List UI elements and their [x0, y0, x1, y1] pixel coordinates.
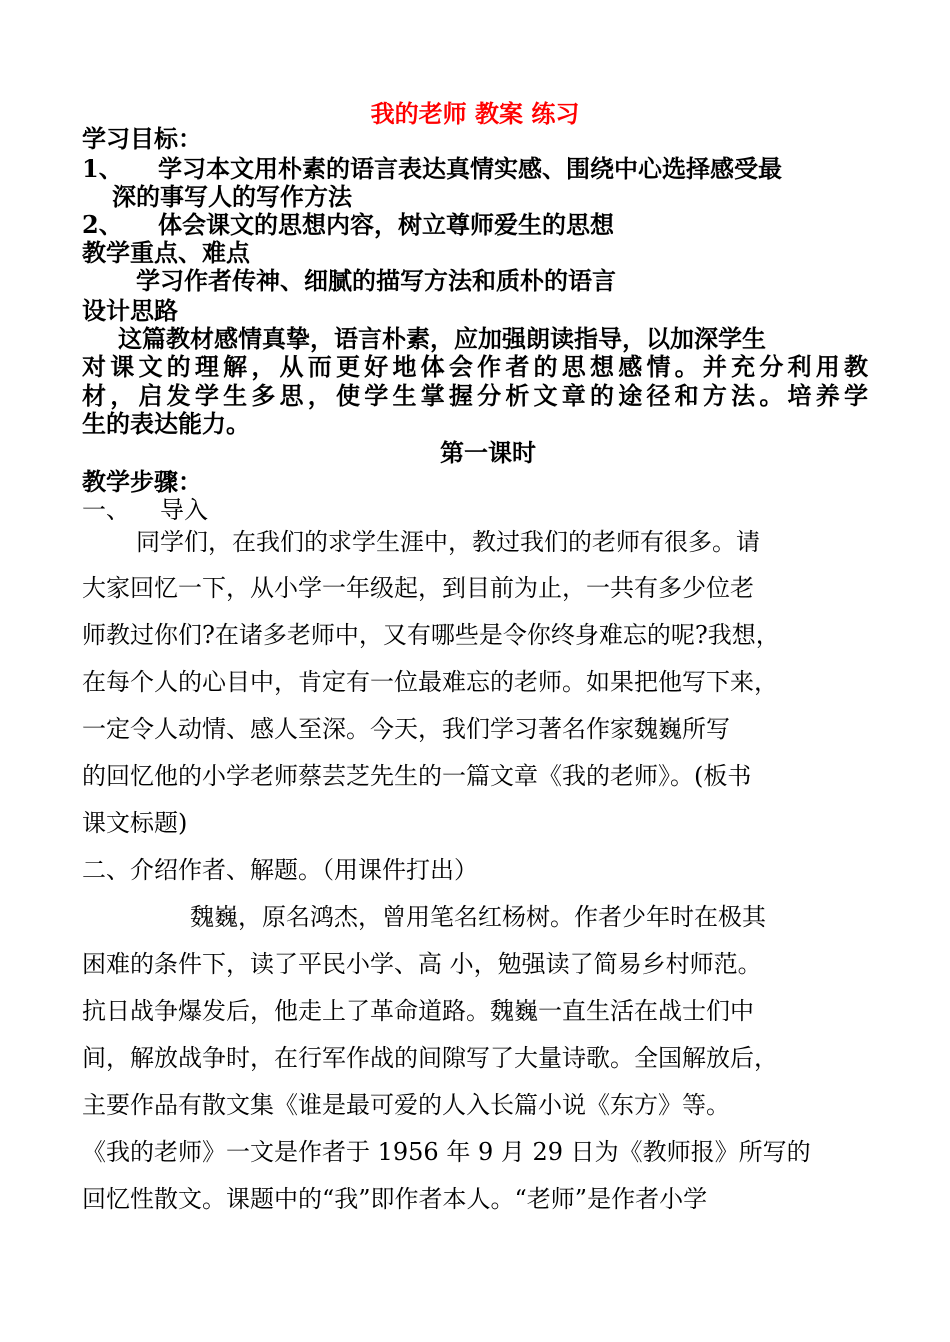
- design-line: 材，启发学生多思，使学生掌握分析文章的途径和方法。培养学: [82, 381, 868, 410]
- design-line: 对课文的理解，从而更好地体会作者的思想感情。并充分利用教: [82, 352, 868, 381]
- author-line: 主要作品有散文集《谁是最可爱的人入长篇小说《东方》等。: [82, 1091, 730, 1119]
- goal-1-text: 学习本文用朴素的语言表达真情实感、围绕中心选择感受最: [158, 154, 782, 183]
- lesson-heading: 第一课时: [440, 438, 536, 467]
- goal-2-text: 体会课文的思想内容，树立尊师爱生的思想: [158, 210, 614, 239]
- intro-line: 在每个人的心目中，肯定有一位最难忘的老师。如果把他写下来，: [82, 668, 778, 696]
- step-1-number: 一、: [82, 496, 130, 524]
- design-line: 这篇教材感情真挚，语言朴素，应加强朗读指导，以加深学生: [118, 324, 766, 353]
- author-line: 抗日战争爆发后，他走上了革命道路。魏巍一直生活在战士们中: [82, 997, 754, 1025]
- intro-line: 同学们，在我们的求学生涯中，教过我们的老师有很多。请: [136, 528, 760, 556]
- keypoints-text: 学习作者传神、细腻的描写方法和质朴的语言: [136, 266, 616, 295]
- intro-line: 课文标题): [82, 809, 188, 837]
- step-1-title: 导入: [160, 496, 208, 524]
- goal-1-number: 1、: [82, 154, 123, 183]
- goal-2-number: 2、: [82, 210, 123, 239]
- author-line: 回忆性散文。课题中的“我”即作者本人。“老师”是作者小学: [82, 1185, 708, 1213]
- author-line: 《我的老师》一文是作者于 1956 年 9 月 29 日为《教师报》所写的: [82, 1138, 811, 1166]
- author-line: 间，解放战争时，在行军作战的间隙写了大量诗歌。全国解放后，: [82, 1044, 778, 1072]
- document-title: 我的老师 教案 练习: [370, 99, 580, 128]
- goal-1-text-continued: 深的事写人的写作方法: [112, 182, 352, 211]
- steps-heading: 教学步骤：: [82, 467, 202, 496]
- design-line: 生的表达能力。: [82, 409, 250, 438]
- intro-line: 大家回忆一下，从小学一年级起，到目前为止，一共有多少位老: [82, 574, 754, 602]
- author-line: 困难的条件下，读了平民小学、高 小，勉强读了简易乡村师范。: [82, 950, 762, 978]
- author-line: 魏巍，原名鸿杰，曾用笔名红杨树。作者少年时在极其: [190, 903, 766, 931]
- intro-line: 一定令人动情、感人至深。今天，我们学习著名作家魏巍所写: [82, 715, 730, 743]
- goals-heading: 学习目标：: [82, 124, 202, 153]
- intro-line: 的回忆他的小学老师蔡芸芝先生的一篇文章《我的老师》。(板书: [82, 762, 752, 790]
- keypoints-heading: 教学重点、难点: [82, 238, 250, 267]
- step-2-heading: 二、介绍作者、解题。（用课件打出）: [82, 856, 478, 884]
- design-heading: 设计思路: [82, 296, 178, 325]
- intro-line: 师教过你们?在诸多老师中，又有哪些是令你终身难忘的呢?我想，: [82, 621, 780, 649]
